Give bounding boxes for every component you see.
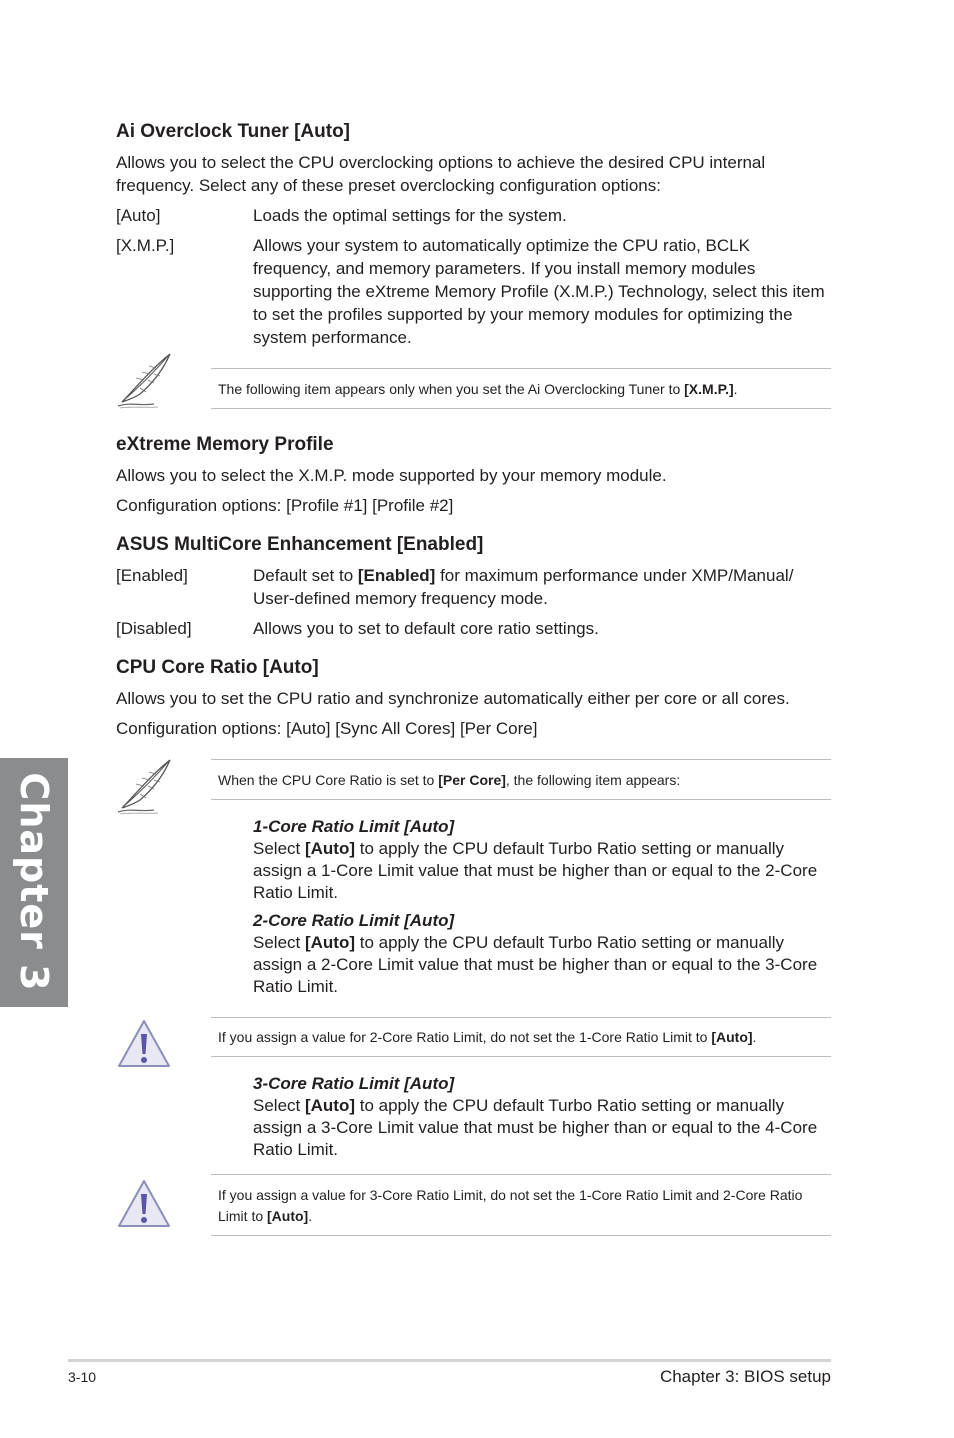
section-title-cpu-core-ratio: CPU Core Ratio [Auto] — [116, 657, 319, 678]
option-key-xmp: [X.M.P.] — [116, 236, 175, 255]
cpu-ratio-description: Allows you to set the CPU ratio and synchronize automatically either per core or all cores. — [116, 689, 790, 708]
note-xmp: The following item appears only when you set the Ai Overclocking Tuner to [X.M.P.]. — [218, 381, 738, 397]
section-title-ai-overclock-tuner: Ai Overclock Tuner [Auto] — [116, 121, 351, 142]
note-rule-bottom — [211, 799, 831, 800]
note-rule-top — [211, 368, 831, 369]
note-rule-top — [211, 759, 831, 760]
section-title-multicore: ASUS MultiCore Enhancement [Enabled] — [116, 534, 484, 555]
option-desc-xmp: Allows your system to automatically optimize the CPU ratio, BCLK frequency, and memory parameters. If you install memory modules supporting the eXtreme Memory Profile (X.M.P.) Technology, select this item to set the profiles supported by your memory modules for optimizing the system performance. — [253, 236, 825, 347]
option-key-enabled: [Enabled] — [116, 566, 188, 585]
xmp-config-options: Configuration options: [Profile #1] [Profile #2] — [116, 496, 454, 515]
warning-icon — [116, 1178, 172, 1230]
warning-rule-top — [211, 1017, 831, 1018]
footer-chapter-title: Chapter 3: BIOS setup — [659, 1367, 831, 1386]
footer-rule — [68, 1359, 831, 1362]
subsection-title-1-core: 1-Core Ratio Limit [Auto] — [253, 817, 455, 836]
warning-icon — [116, 1018, 172, 1070]
core3-description: Select [Auto] to apply the CPU default Turbo Ratio setting or manually assign a 3-Core Limit value that must be higher than or equal to the 4-Core Ratio Limit. — [253, 1096, 818, 1159]
cpu-ratio-config-options: Configuration options: [Auto] [Sync All Cores] [Per Core] — [116, 719, 538, 738]
note-feather-icon — [114, 756, 176, 816]
warning-2-core: If you assign a value for 2-Core Ratio Limit, do not set the 1-Core Ratio Limit to [Auto]. — [218, 1029, 757, 1045]
option-key-auto: [Auto] — [116, 206, 161, 225]
core1-description: Select [Auto] to apply the CPU default Turbo Ratio setting or manually assign a 1-Core Limit value that must be higher than or equal to the 2-Core Ratio Limit. — [253, 839, 818, 902]
warning-rule-bottom — [211, 1056, 831, 1057]
note-feather-icon — [114, 350, 176, 410]
option-desc-auto: Loads the optimal settings for the system. — [253, 206, 567, 225]
warning-3-core: If you assign a value for 3-Core Ratio Limit, do not set the 1-Core Ratio Limit and 2-Core Ratio Limit to [Auto]. — [218, 1187, 803, 1224]
note-rule-bottom — [211, 408, 831, 409]
subsection-title-2-core: 2-Core Ratio Limit [Auto] — [253, 911, 455, 930]
option-key-disabled: [Disabled] — [116, 619, 192, 638]
section-title-xmp: eXtreme Memory Profile — [116, 434, 334, 455]
option-desc-enabled: Default set to [Enabled] for maximum performance under XMP/Manual/ User-defined memory frequency mode. — [253, 566, 794, 608]
note-per-core: When the CPU Core Ratio is set to [Per Core], the following item appears: — [218, 772, 681, 788]
ai-tuner-description: Allows you to select the CPU overclocking options to achieve the desired CPU internal frequency. Select any of these preset overclocking configuration options: — [116, 153, 766, 195]
xmp-description: Allows you to select the X.M.P. mode supported by your memory module. — [116, 466, 667, 485]
warning-rule-bottom — [211, 1235, 831, 1236]
footer-page-number: 3-10 — [68, 1369, 97, 1385]
chapter-side-tab-label: Chapter 3 — [12, 772, 56, 992]
subsection-title-3-core: 3-Core Ratio Limit [Auto] — [253, 1074, 455, 1093]
option-desc-disabled: Allows you to set to default core ratio settings. — [253, 619, 599, 638]
warning-rule-top — [211, 1174, 831, 1175]
core2-description: Select [Auto] to apply the CPU default Turbo Ratio setting or manually assign a 2-Core Limit value that must be higher than or equal to the 3-Core Ratio Limit. — [253, 933, 818, 996]
